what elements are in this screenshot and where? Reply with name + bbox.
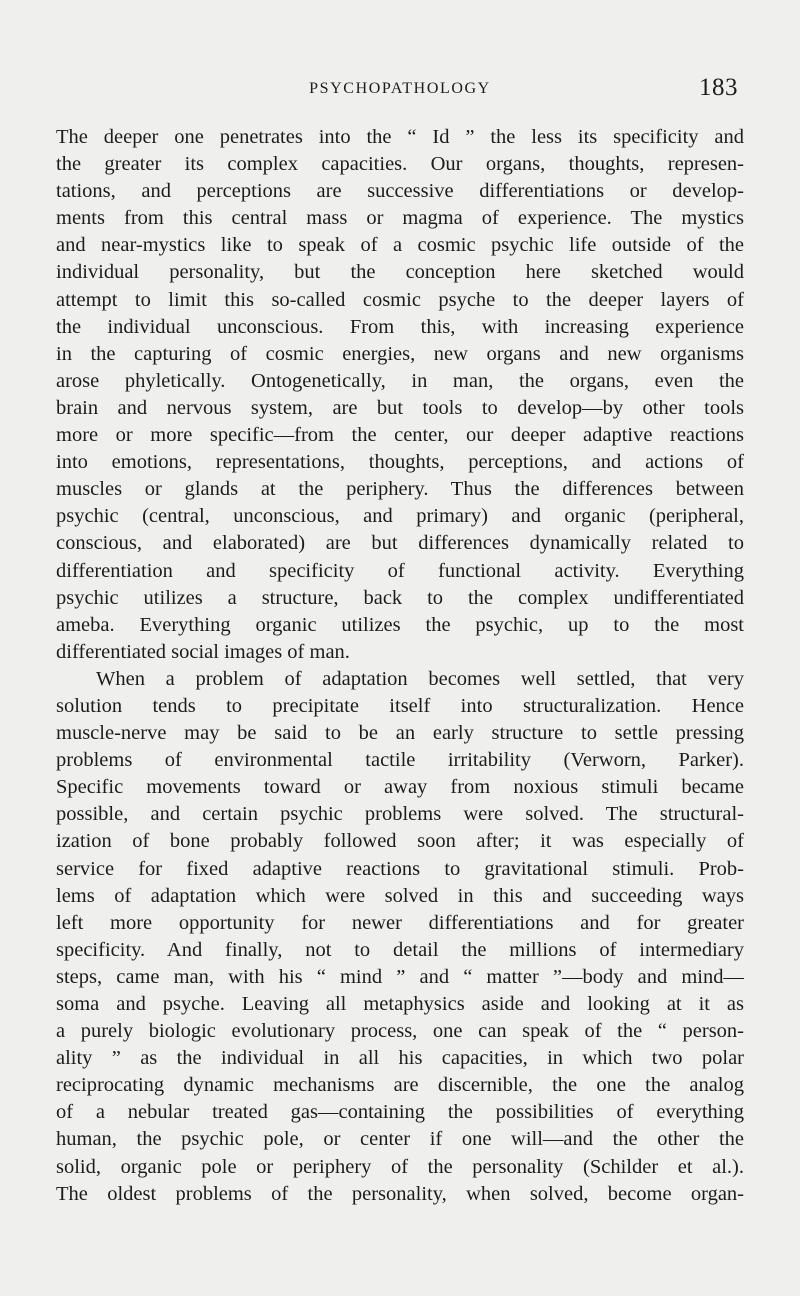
text-line: ameba. Everything organic utilizes the psychic, up to the most [56, 613, 744, 636]
text-line: problems of environmental tactile irritability (Verworn, Parker). [56, 749, 744, 772]
text-line: When a problem of adaptation becomes well settled, that very [96, 667, 744, 690]
text-line: more or more specific—from the center, our deeper adaptive reactions [56, 424, 744, 447]
text-line: Specific movements toward or away from noxious stimuli became [56, 776, 744, 799]
paragraph [56, 666, 744, 1208]
text-line: reciprocating dynamic mechanisms are discernible, the one the analog [56, 1074, 744, 1097]
text-line: individual personality, but the conception here sketched would [56, 261, 744, 284]
text-line: The oldest problems of the personality, when solved, become organ- [56, 1182, 744, 1205]
text-line: muscle-nerve may be said to be an early structure to settle pressing [56, 722, 744, 745]
text-line: lems of adaptation which were solved in this and succeeding ways [56, 884, 744, 907]
text-line: psychic utilizes a structure, back to the complex undifferentiated [56, 586, 744, 609]
running-head [56, 74, 744, 108]
text-line: steps, came man, with his “ mind ” and “ matter ”—body and mind— [56, 965, 744, 988]
text-line: brain and nervous system, are but tools to develop—by other tools [56, 396, 744, 419]
text-line: human, the psychic pole, or center if one will—and the other the [56, 1128, 744, 1151]
paragraph [56, 124, 744, 666]
running-title: PSYCHOPATHOLOGY [309, 80, 491, 97]
text-line: ments from this central mass or magma of experience. The mystics [56, 207, 744, 230]
text-line: differentiated social images of man. [56, 640, 350, 663]
text-line: The deeper one penetrates into the “ Id ” the less its specificity and [56, 126, 744, 148]
text-line: differentiation and specificity of functional activity. Everything [56, 559, 744, 582]
text-line: into emotions, representations, thoughts, perceptions, and actions of [56, 451, 744, 474]
text-line: solid, organic pole or periphery of the personality (Schilder et al.). [56, 1155, 744, 1178]
text-line: and near-mystics like to speak of a cosmic psychic life outside of the [56, 234, 744, 257]
body-text [56, 124, 744, 1208]
text-line: conscious, and elaborated) are but differences dynamically related to [56, 532, 744, 555]
text-line: the individual unconscious. From this, with increasing experience [56, 315, 744, 338]
text-line: solution tends to precipitate itself into structuralization. Hence [56, 694, 744, 717]
text-line: service for fixed adaptive reactions to gravitational stimuli. Prob- [56, 857, 744, 880]
text-line: possible, and certain psychic problems were solved. The structural- [56, 803, 744, 826]
text-line: tations, and perceptions are successive differentiations or develop- [56, 180, 744, 203]
text-line: of a nebular treated gas—containing the possibilities of everything [56, 1101, 744, 1124]
text-line: attempt to limit this so-called cosmic psyche to the deeper layers of [56, 288, 744, 311]
text-line: the greater its complex capacities. Our organs, thoughts, represen- [56, 153, 744, 176]
text-line: in the capturing of cosmic energies, new organs and new organisms [56, 342, 744, 365]
page-number: 183 [699, 74, 738, 101]
text-line: arose phyletically. Ontogenetically, in man, the organs, even the [56, 369, 744, 392]
text-line: soma and psyche. Leaving all metaphysics aside and looking at it as [56, 993, 744, 1015]
text-line: muscles or glands at the periphery. Thus the differences between [56, 478, 744, 501]
text-line: psychic (central, unconscious, and primary) and organic (peripheral, [56, 505, 744, 528]
text-line: a purely biologic evolutionary process, one can speak of the “ person- [56, 1020, 744, 1043]
text-line: ization of bone probably followed soon after; it was especially of [56, 830, 744, 853]
text-line: ality ” as the individual in all his capacities, in which two polar [56, 1047, 744, 1070]
text-line: specificity. And finally, not to detail the millions of intermediary [56, 938, 744, 961]
text-line: left more opportunity for newer differentiations and for greater [56, 911, 744, 934]
